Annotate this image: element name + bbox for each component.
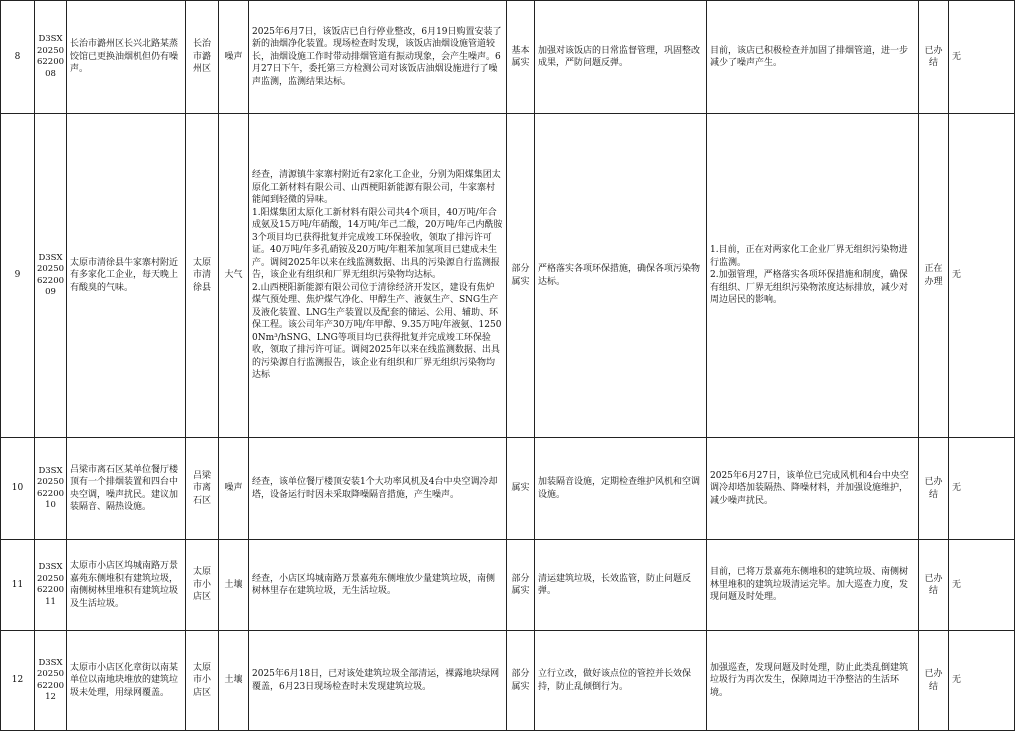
findings-paragraph: 经查，清源镇牛家寨村附近有2家化工企业，分别为阳煤集团太原化工新材料有限公司、山西梗阳新能源有限公司，牛家寨村能闻到轻微的异味。 [252, 170, 501, 206]
findings-paragraph: 经查，小店区坞城南路万景嘉苑东侧堆放少量建筑垃圾，南侧树林里存在建筑垃圾，无生活垃圾。 [252, 573, 496, 596]
verdict: 基本属实 [507, 1, 535, 114]
findings-cell [249, 631, 507, 731]
findings-paragraph: 2.山西梗阳新能源有限公司位于清徐经济开发区，建设有焦炉煤气预处理、焦炉煤气净化、甲醇生产、液氨生产、SNG生产及液化装置、LNG生产装置以及配套的储运、公用、辅助、环保工程。该公司年产30万吨/年甲醇、9.35万吨/年液氨、12500Nm³/hSNG、LNG等项目均已获得批复并完成竣工环保验收，领取了排污许可证。调阅2025年以来在线监测数据、出具的污染源自行监测报告，该企业有组织和厂界无组织污染物均达标 [252, 282, 502, 381]
region: 太原市清徐县 [186, 114, 219, 438]
extra-note: 无 [949, 438, 1015, 540]
progress-paragraph: 加强巡查，发现问题及时处理，防止此类乱倒建筑垃圾行为再次发生，保障周边干净整洁的生活环境。 [710, 662, 909, 698]
table-row [1, 631, 1015, 731]
region: 吕梁市离石区 [186, 438, 219, 540]
verdict: 属实 [507, 438, 535, 540]
table-row [1, 114, 1015, 438]
region: 长治市潞州区 [186, 1, 219, 114]
progress-cell [707, 438, 919, 540]
status: 已办结 [919, 1, 949, 114]
verdict: 部分属实 [507, 114, 535, 438]
issue-text: 太原市清徐县牛家寨村附近有多家化工企业，每天晚上有酸臭的气味。 [67, 114, 186, 438]
status: 已办结 [919, 540, 949, 631]
case-id: D3SX2025062200 10 [35, 438, 67, 540]
status: 已办结 [919, 438, 949, 540]
verdict: 部分属实 [507, 631, 535, 731]
measure-text: 严格落实各项环保措施，确保各项污染物达标。 [535, 114, 707, 438]
pollution-type: 土壤 [219, 540, 249, 631]
region: 太原市小店区 [186, 631, 219, 731]
findings-paragraph: 经查，该单位餐厅楼顶安装1个大功率风机及4台中央空调冷却塔，设备运行时因未采取降噪隔音措施，产生噪声。 [252, 477, 498, 500]
pollution-type: 噪声 [219, 1, 249, 114]
case-id: D3SX2025062200 12 [35, 631, 67, 731]
extra-note: 无 [949, 1, 1015, 114]
region: 太原市小店区 [186, 540, 219, 631]
measure-text: 加强对该饭店的日常监督管理，巩固整改成果，严防问题反弹。 [535, 1, 707, 114]
issue-text: 长治市潞州区长兴北路某蒸饺馆已更换油烟机但仍有噪声。 [67, 1, 186, 114]
row-number: 8 [1, 1, 35, 114]
progress-cell [707, 540, 919, 631]
progress-cell [707, 631, 919, 731]
pollution-type: 大气 [219, 114, 249, 438]
findings-paragraph: 2025年6月7日，该饭店已自行停业整改，6月19日购置安装了新的油烟净化装置。现场检查时发现，该饭店油烟设施管道较长，油烟设施工作时带动排烟管道有振动现象，会产生噪声。6月27日下午，委托第三方检测公司对该饭店油烟设施进行了噪声监测，监测结果达标。 [252, 26, 502, 87]
findings-cell [249, 438, 507, 540]
extra-note: 无 [949, 114, 1015, 438]
table-row [1, 1, 1015, 114]
status: 已办结 [919, 631, 949, 731]
findings-cell [249, 540, 507, 631]
progress-cell [707, 114, 919, 438]
progress-paragraph: 目前，该店已积极检查并加固了排烟管道，进一步减少了噪声产生。 [710, 45, 909, 68]
findings-cell [249, 1, 507, 114]
table-row [1, 438, 1015, 540]
table-row [1, 540, 1015, 631]
findings-cell [249, 114, 507, 438]
row-number: 12 [1, 631, 35, 731]
progress-cell [707, 1, 919, 114]
extra-note: 无 [949, 631, 1015, 731]
case-id: D3SX2025062200 08 [35, 1, 67, 114]
verdict: 部分属实 [507, 540, 535, 631]
case-id: D3SX2025062200 09 [35, 114, 67, 438]
row-number: 9 [1, 114, 35, 438]
row-number: 11 [1, 540, 35, 631]
progress-paragraph: 1.目前，正在对两家化工企业厂界无组织污染物进行监测。 [710, 245, 908, 268]
extra-note: 无 [949, 540, 1015, 631]
measure-text: 清运建筑垃圾，长效监管，防止问题反弹。 [535, 540, 707, 631]
pollution-type: 噪声 [219, 438, 249, 540]
row-number: 10 [1, 438, 35, 540]
measure-text: 加装隔音设施，定期检查维护风机和空调设施。 [535, 438, 707, 540]
progress-paragraph: 目前，已将万景嘉苑东侧堆积的建筑垃圾、南侧树林里堆积的建筑垃圾清运完毕。加大巡查力度，发现问题及时处理。 [710, 567, 909, 603]
measure-text: 立行立改，做好该点位的管控并长效保持，防止乱倾倒行为。 [535, 631, 707, 731]
issue-text: 太原市小店区化章街以南某单位以南地块堆放的建筑垃圾未处理，用绿网覆盖。 [67, 631, 186, 731]
findings-paragraph: 2025年6月18日，已对该处建筑垃圾全部清运，裸露地块绿网覆盖，6月23日现场检查时未发现建筑垃圾。 [252, 669, 500, 692]
issue-text: 吕梁市离石区某单位餐厅楼顶有一个排烟装置和四台中央空调，噪声扰民。建议加装隔音、隔热设施。 [67, 438, 186, 540]
case-id: D3SX2025062200 11 [35, 540, 67, 631]
status: 正在办理 [919, 114, 949, 438]
progress-paragraph: 2025年6月27日，该单位已完成风机和4台中央空调冷却塔加装隔热、降噪材料，并加强设施维护，减少噪声扰民。 [710, 470, 909, 506]
pollution-type: 土壤 [219, 631, 249, 731]
issue-text: 太原市小店区坞城南路万景嘉苑东侧堆积有建筑垃圾，南侧树林里堆积有建筑垃圾及生活垃圾。 [67, 540, 186, 631]
progress-paragraph: 2.加强管理，严格落实各项环保措施和制度，确保有组织、厂界无组织污染物浓度达标排放，减少对周边居民的影响。 [710, 270, 909, 306]
findings-paragraph: 1.阳煤集团太原化工新材料有限公司共4个项目，40万吨/年合成氨及15万吨/年硝酸，14万吨/年己二酸，20万吨/年己内酰胺3个项目均已获得批复并完成竣工环保验收，领取了排污许可证。40万吨/年多孔硝铵及20万吨/年粗苯加氢项目已建成未生产。调阅2025年以来在线监测数据、出具的污染源自行监测报告，该企业有组织和厂界无组织污染物均达标。 [252, 207, 503, 281]
